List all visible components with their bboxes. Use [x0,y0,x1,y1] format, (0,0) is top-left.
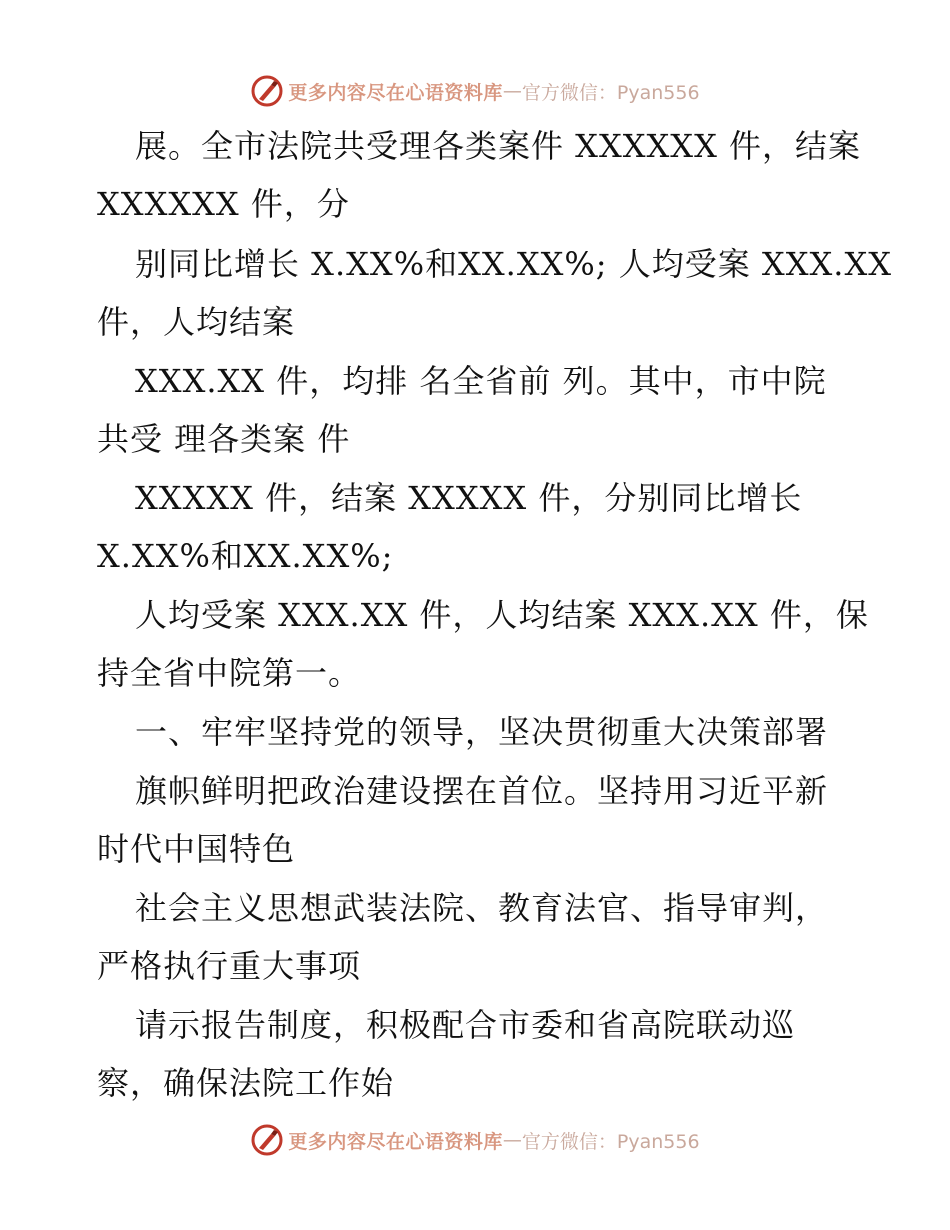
banner-separator: — [502,1129,522,1151]
banner-wechat-text: 官方微信：Pyan556 [521,81,700,104]
text-line-1: 展。全市法院共受理各类案件 XXXXXX 件，结案 [135,127,862,165]
text-line-13: 时代中国特色 [97,830,296,868]
text-line-12: 旗帜鲜明把政治建设摆在首位。坚持用习近平新 [135,772,829,810]
section-heading-1: 一、牢牢坚持党的领导，坚决贯彻重大决策部署 [135,713,829,751]
banner-main-text: 更多内容尽在心语资料库 [288,81,503,104]
text-line-7: XXXXX 件，结案 XXXXX 件，分别同比增长 [135,479,803,517]
text-line-17: 察，确保法院工作始 [97,1064,395,1102]
text-line-15: 严格执行重大事项 [97,947,362,985]
text-line-8: X.XX%和XX.XX%; [97,537,394,575]
text-line-9: 人均受案 XXX.XX 件，人均结案 XXX.XX 件，保 [135,596,869,634]
pen-circle-logo-icon [250,1123,284,1157]
banner-separator: — [502,80,522,102]
text-line-16: 请示报告制度，积极配合市委和省高院联动巡 [135,1006,796,1044]
text-line-6: 共受 理各类案 件 [97,420,351,458]
text-line-2: XXXXXX 件，分 [97,185,350,223]
footer-watermark-banner[interactable] [0,1120,950,1160]
text-line-5: XXX.XX 件，均排 名全省前 列。其中，市中院 [135,362,827,400]
banner-wechat-text: 官方微信：Pyan556 [521,1130,700,1153]
text-line-4: 件，人均结案 [97,303,296,341]
text-line-10: 持全省中院第一。 [97,654,362,692]
text-line-14: 社会主义思想武装法院、教育法官、指导审判， [135,889,829,927]
banner-main-text: 更多内容尽在心语资料库 [288,1130,503,1153]
text-line-3: 别同比增长 X.XX%和XX.XX%; 人均受案 XXX.XX [135,245,893,283]
